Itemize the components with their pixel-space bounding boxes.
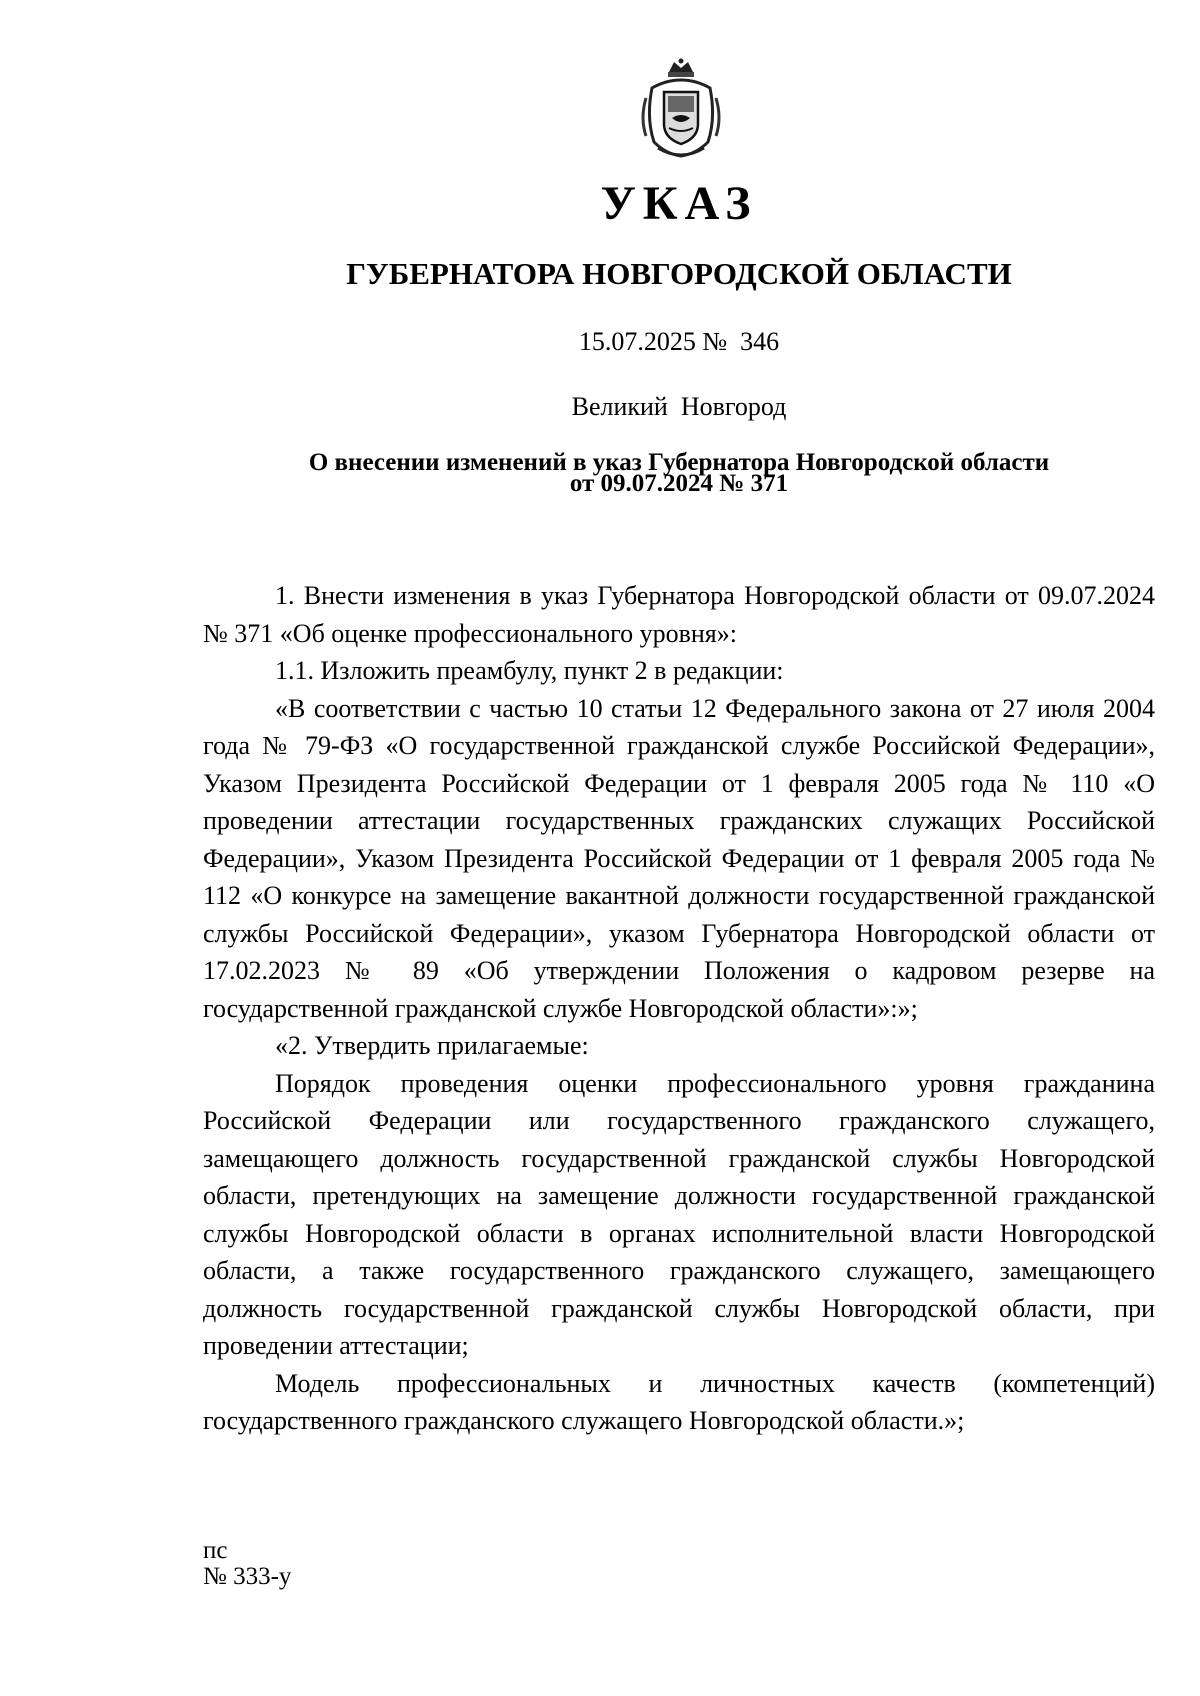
paragraph: Модель профессиональных и личностных качеств (компетенций) государственного гражданского служащего Новгородской области.»; bbox=[203, 1368, 1155, 1435]
city: Великий Новгород bbox=[571, 392, 787, 421]
heading-line-1: О внесении изменений в указ Губернатора Новгородской области bbox=[308, 449, 1050, 476]
footer-line-1: пс bbox=[203, 1537, 228, 1564]
document-body bbox=[203, 577, 1155, 1440]
document-title: УКАЗ bbox=[600, 177, 758, 230]
heading-line-2: от 09.07.2024 № 371 bbox=[569, 470, 789, 497]
paragraph: 1.1. Изложить преамбулу, пункт 2 в редакции: bbox=[275, 656, 784, 685]
paragraph: 1. Внести изменения в указ Губернатора Новгородской области от 09.07.2024 № 371 «Об оценке профессионального уровня»: bbox=[203, 581, 1155, 648]
footer-line-2: № 333-у bbox=[203, 1563, 292, 1590]
paragraph: Порядок проведения оценки профессионального уровня гражданина Российской Федерации или государственного гражданского служащего, замещающего должность государственной гражданской службы Новгородской области, претендующих на замещение должности государственной гражданской службы Новгородской области в органах исполнительной власти Новгородской области, а также государственного гражданского служащего, замещающего должность государственной гражданской службы Новгородской области, при проведении аттестации; bbox=[203, 1068, 1155, 1360]
paragraph: «2. Утвердить прилагаемые: bbox=[275, 1031, 589, 1060]
document-heading bbox=[0, 449, 1200, 497]
footer-note bbox=[203, 1538, 291, 1590]
document-subtitle: ГУБЕРНАТОРА НОВГОРОДСКОЙ ОБЛАСТИ bbox=[346, 256, 1012, 291]
date-number: 15.07.2025 № 346 bbox=[578, 327, 780, 356]
coat-of-arms-icon bbox=[636, 58, 726, 162]
paragraph: «В соответствии с частью 10 статьи 12 Федерального закона от 27 июля 2004 года № 79-ФЗ «О государственной гражданской службе Российской Федерации», Указом Президента Российской Федерации от 1 февраля 2005 года № 110 «О проведении аттестации государственных гражданских служащих Российской Федерации», Указом Президента Российской Федерации от 1 февраля 2005 года № 112 «О конкурсе на замещение вакантной должности государственной гражданской службы Российской Федерации», указом Губернатора Новгородской области от 17.02.2023 № 89 «Об утверждении Положения о кадровом резерве на государственной гражданской службе Новгородской области»:»; bbox=[203, 693, 1155, 1023]
